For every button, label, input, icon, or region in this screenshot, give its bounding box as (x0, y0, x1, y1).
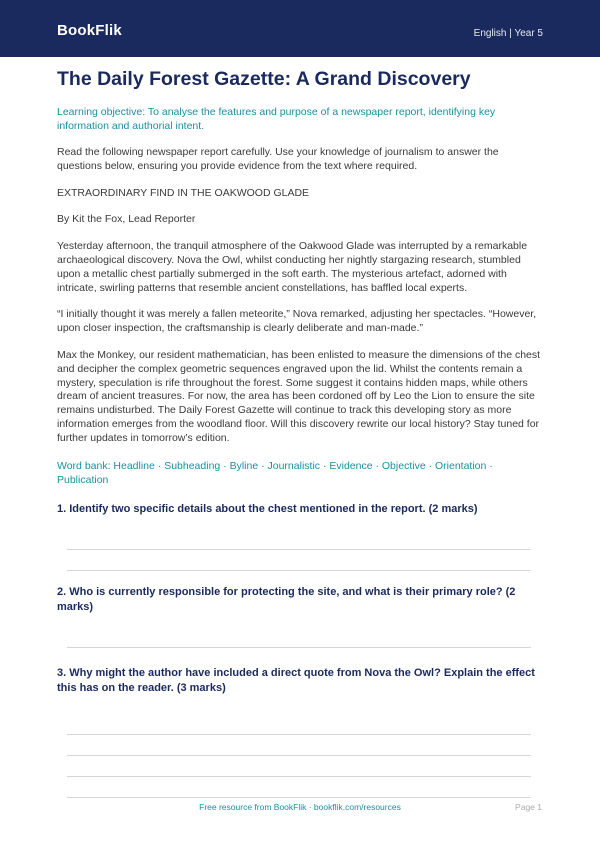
page-title: The Daily Forest Gazette: A Grand Discovery (57, 68, 471, 90)
answer-line[interactable] (67, 714, 531, 735)
answer-line[interactable] (67, 550, 531, 571)
article-paragraph: “I initially thought it was merely a fallen meteorite,” Nova remarked, adjusting her spectacles. “However, upon closer inspection, the craftsmanship is clearly deliberate and man-made.” (57, 308, 537, 335)
question-block (57, 585, 543, 648)
brand-logo[interactable]: BookFlik (57, 22, 122, 39)
subject-label: English | Year 5 (473, 28, 543, 39)
question-text: 3. Why might the author have included a direct quote from Nova the Owl? Explain the effect this has on the reader. (3 marks) (57, 666, 535, 694)
instructions: Read the following newspaper report carefully. Use your knowledge of journalism to answer the questions below, ensuring you provide evidence from the text where required. (57, 146, 499, 172)
answer-lines (57, 627, 543, 648)
answer-line[interactable] (67, 627, 531, 648)
word-bank: Word bank: Headline · Subheading · Byline · Journalistic · Evidence · Objective · Orientation · Publication (57, 459, 493, 486)
answer-lines (57, 714, 543, 798)
article-paragraph: Yesterday afternoon, the tranquil atmosphere of the Oakwood Glade was interrupted by a remarkable archaeological discovery. Nova the Owl, whilst conducting her nightly stargazing research, stumbled upon a metallic chest partially submerged in the soft earth. The mysterious artefact, adorned with intricate, swirling patterns that resemble ancient constellations, has baffled local experts. (57, 240, 528, 294)
article-byline: By Kit the Fox, Lead Reporter (57, 213, 196, 226)
question-text: 1. Identify two specific details about the chest mentioned in the report. (2 marks) (57, 502, 478, 515)
question-block (57, 502, 543, 571)
answer-line[interactable] (67, 777, 531, 798)
worksheet-content (57, 67, 543, 798)
question-text: 2. Who is currently responsible for protecting the site, and what is their primary role? (2 marks) (57, 585, 516, 613)
article-headline: EXTRAORDINARY FIND IN THE OAKWOOD GLADE (57, 186, 310, 199)
question-block (57, 666, 543, 798)
footer-link[interactable]: Free resource from BookFlik · bookflik.com/resources (199, 802, 401, 812)
header-bar (0, 0, 600, 57)
page-number: Page 1 (515, 802, 542, 812)
answer-line[interactable] (67, 756, 531, 777)
answer-lines (57, 529, 543, 571)
answer-line[interactable] (67, 529, 531, 550)
learning-objective: Learning objective: To analyse the features and purpose of a newspaper report, identifying key information and authorial intent. (57, 106, 496, 132)
article-paragraph: Max the Monkey, our resident mathematician, has been enlisted to measure the dimensions of the chest and decipher the complex geometric sequences engraved upon the lid. Whilst the contents remain a mystery, speculation is rife throughout the forest. Some suggest it contains hidden maps, while others dream of ancient treasures. For now, the area has been cordoned off by Leo the Lion to ensure the site remains undisturbed. The Daily Forest Gazette will continue to track this developing story as more information emerges from the woodland floor. Will this discovery rewrite our local history? Stay tuned for further updates in tomorrow’s edition. (57, 348, 541, 444)
answer-line[interactable] (67, 735, 531, 756)
